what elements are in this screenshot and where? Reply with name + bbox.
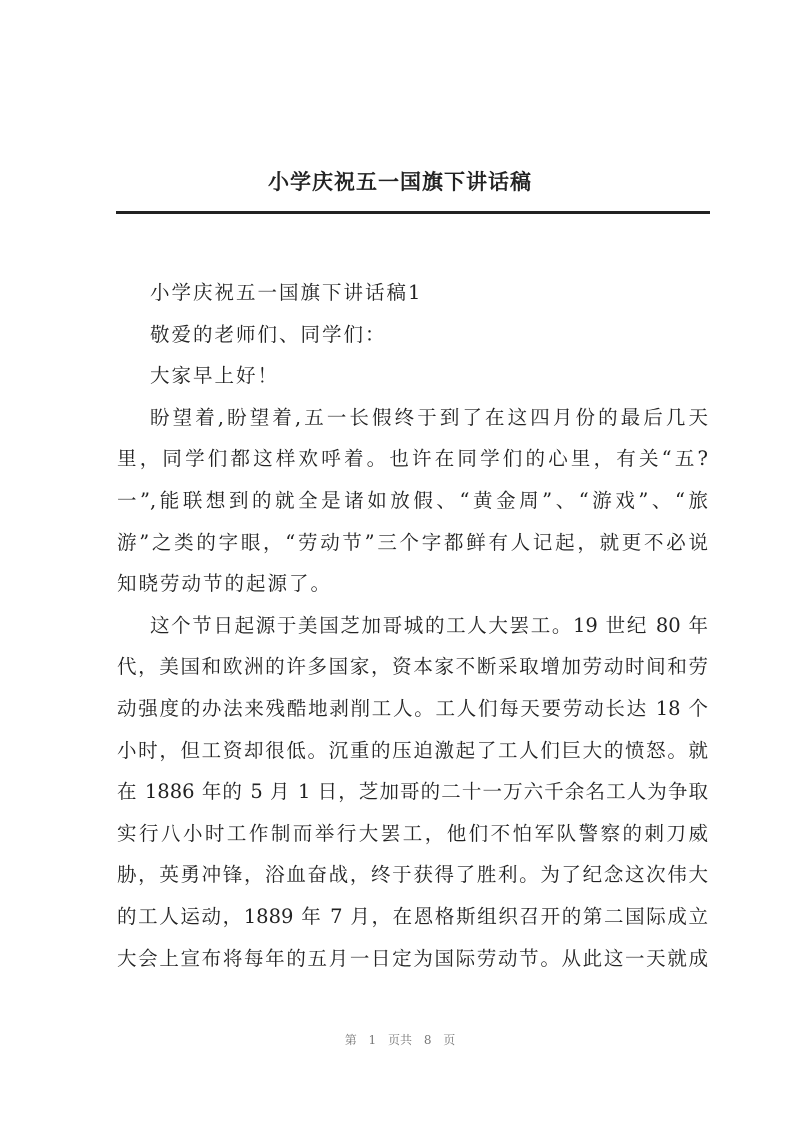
text-line: 小学庆祝五一国旗下讲话稿1 xyxy=(150,281,423,304)
text-line: 动强度的办法来残酷地剥削工人。工人们每天要劳动长达 18 个 xyxy=(117,696,708,720)
document-title: 小学庆祝五一国旗下讲话稿 xyxy=(268,169,532,194)
text-line: 盼望着,盼望着,五一长假终于到了在这四月份的最后几天 xyxy=(150,405,708,429)
text-line: 游”之类的字眼，“劳动节”三个字都鲜有人记起，就更不必说 xyxy=(117,530,708,554)
document-body xyxy=(117,272,708,979)
page-footer: 第 1 页共 8 页 xyxy=(344,1033,456,1047)
text-line: 实行八小时工作制而举行大罢工，他们不怕军队警察的刺刀威 xyxy=(117,821,708,845)
text-line: 知晓劳动节的起源了。 xyxy=(117,572,333,596)
text-line: 大会上宣布将每年的五月一日定为国际劳动节。从此这一天就成 xyxy=(117,946,708,970)
text-line: 胁，英勇冲锋，浴血奋战，终于获得了胜利。为了纪念这次伟大 xyxy=(117,863,708,887)
text-line: 一”,能联想到的就全是诸如放假、“黄金周”、“游戏”、“旅 xyxy=(117,488,708,512)
text-line: 的工人运动，1889 年 7 月，在恩格斯组织召开的第二国际成立 xyxy=(117,904,708,928)
title-divider xyxy=(116,211,710,214)
text-line: 代，美国和欧洲的许多国家，资本家不断采取增加劳动时间和劳 xyxy=(117,655,708,679)
text-line: 在 1886 年的 5 月 1 日，芝加哥的二十一万六千余名工人为争取 xyxy=(117,780,708,804)
text-line: 敬爱的老师们、同学们： xyxy=(150,322,387,346)
text-line: 小时，但工资却很低。沉重的压迫激起了工人们巨大的愤怒。就 xyxy=(117,738,708,762)
text-line: 这个节日起源于美国芝加哥城的工人大罢工。19 世纪 80 年 xyxy=(150,613,708,637)
text-line: 里，同学们都这样欢呼着。也许在同学们的心里，有关“五? xyxy=(117,447,708,471)
text-line: 大家早上好！ xyxy=(150,364,280,388)
